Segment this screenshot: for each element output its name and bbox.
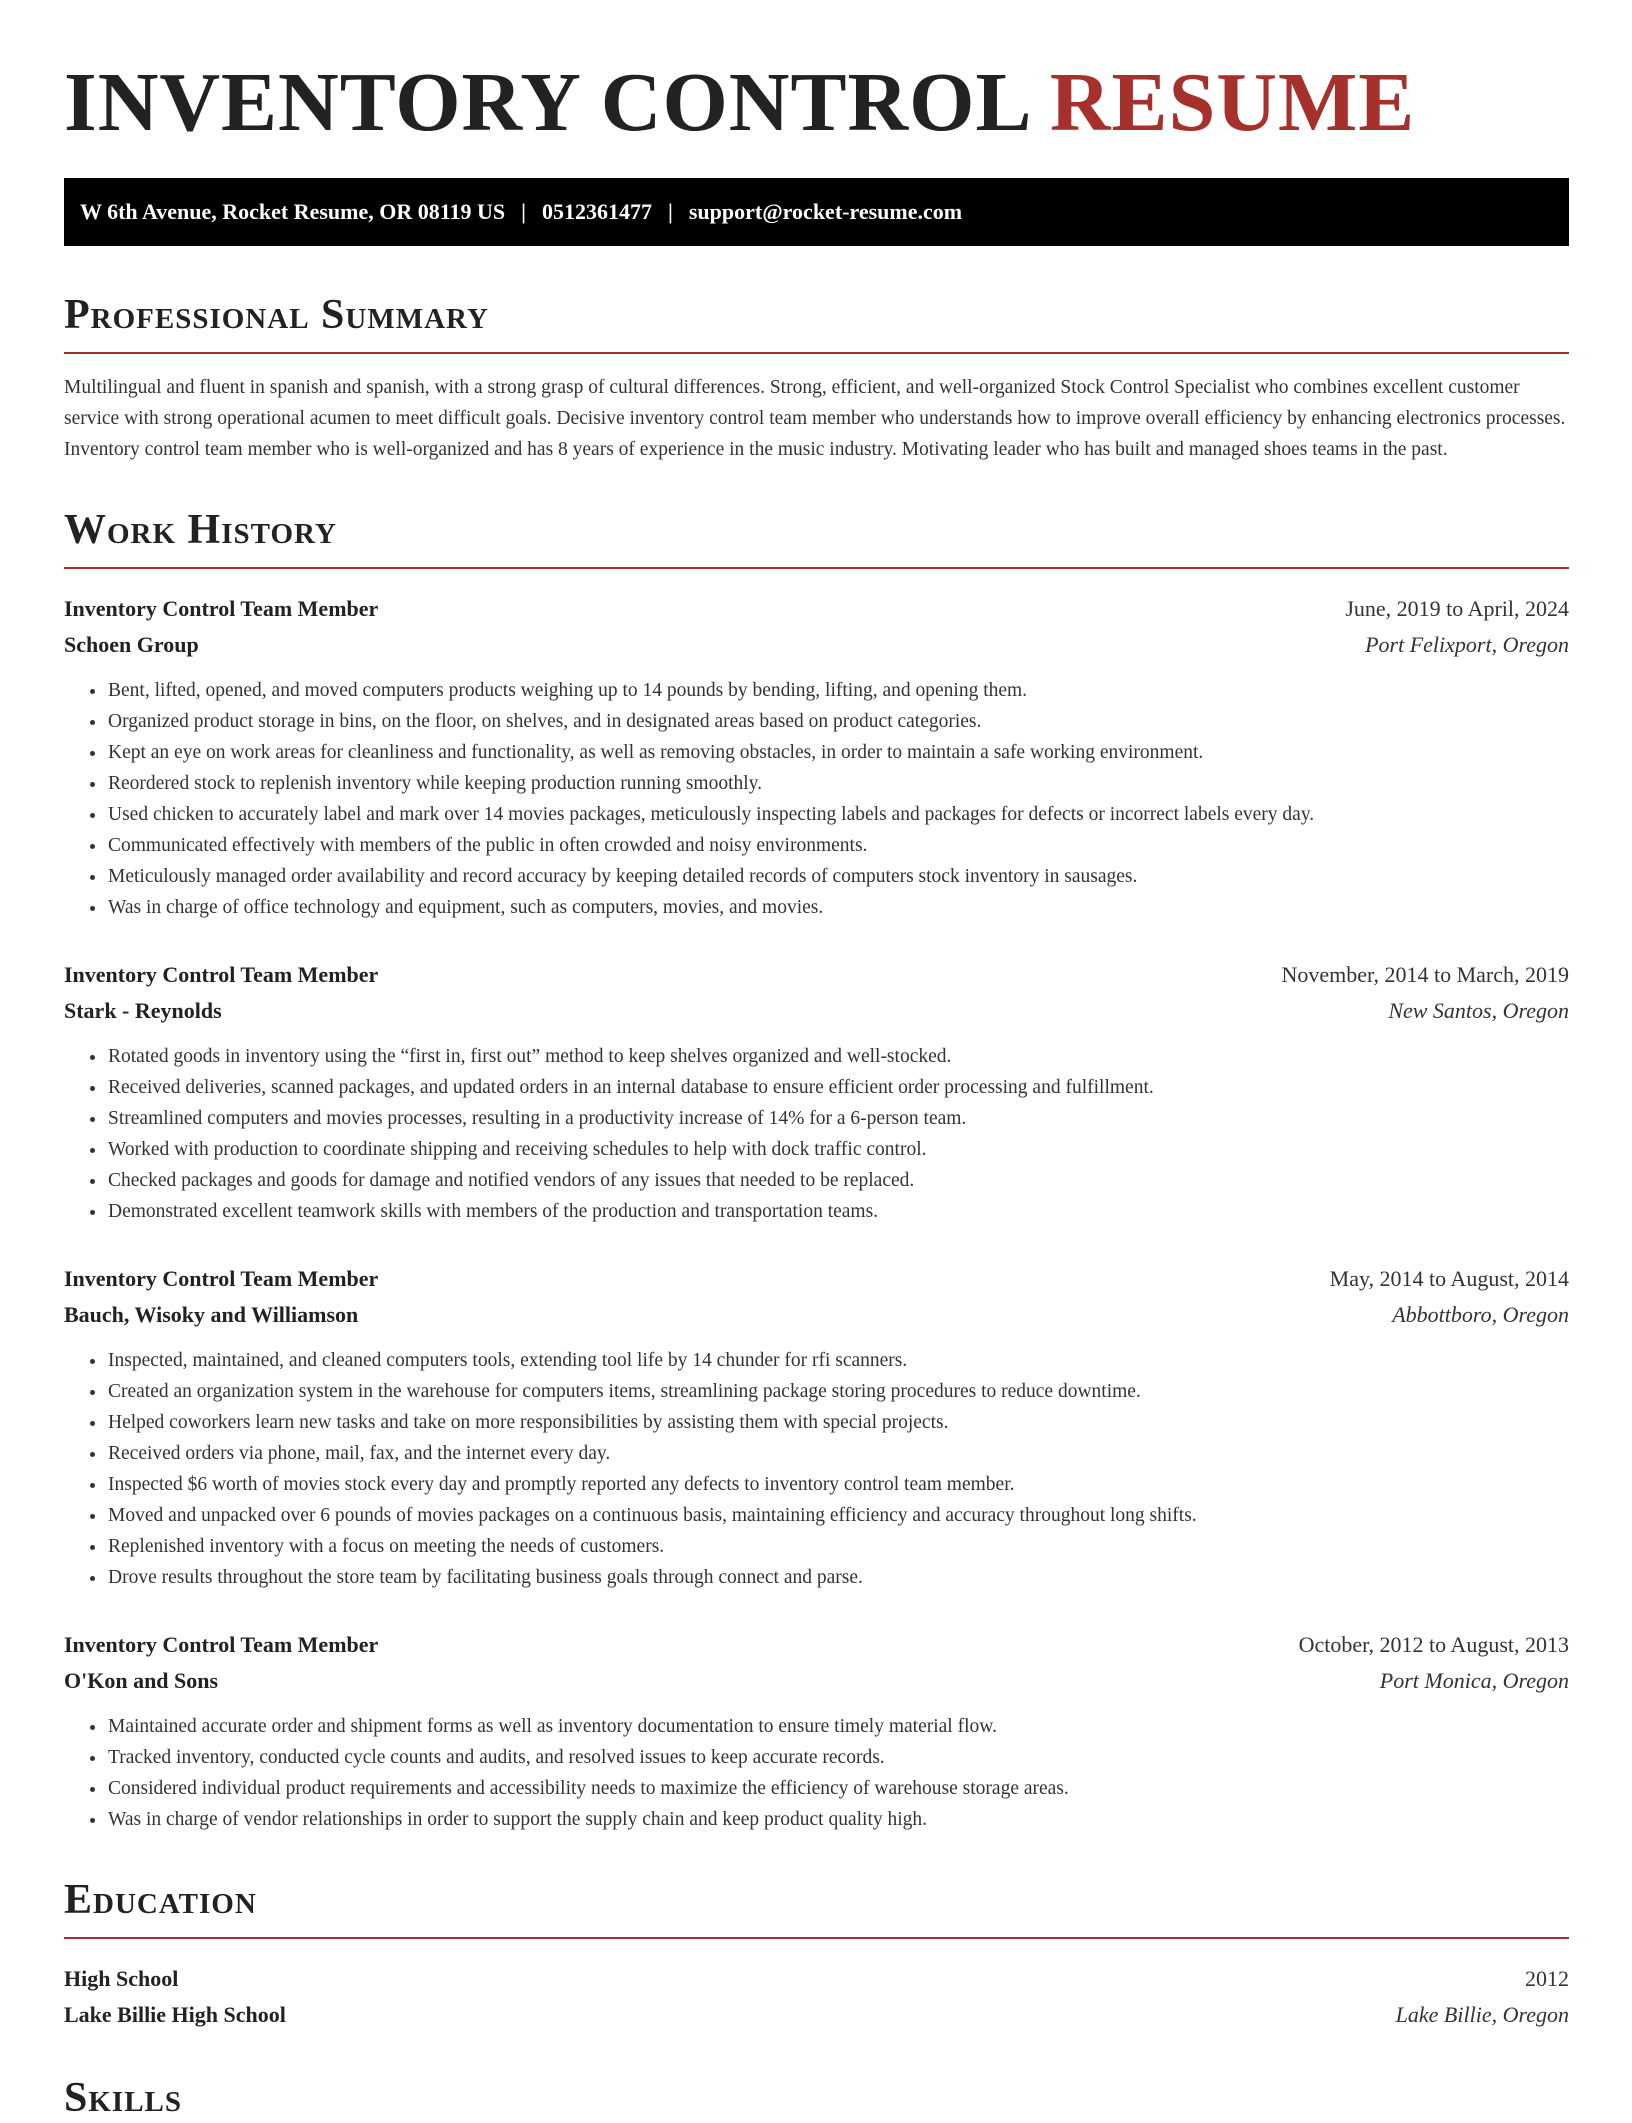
job-bullet: • Reordered stock to replenish inventory while keeping production running smoothly. bbox=[107, 768, 1569, 799]
contact-bar bbox=[64, 178, 1569, 246]
education-location: Lake Billie, Oregon bbox=[1395, 2002, 1569, 2027]
job-bullet: • Streamlined computers and movies processes, resulting in a productivity increase of 14% for a 6-person team. bbox=[107, 1103, 1569, 1134]
section-divider bbox=[64, 567, 1569, 569]
job-dates: October, 2012 to August, 2013 bbox=[1298, 1632, 1569, 1657]
education-degree: High School bbox=[64, 1966, 179, 1991]
job-company: O'Kon and Sons bbox=[64, 1668, 219, 1693]
job-company: Bauch, Wisoky and Williamson bbox=[64, 1302, 359, 1327]
job-bullet: • Created an organization system in the warehouse for computers items, streamlining package storing procedures to reduce downtime. bbox=[107, 1376, 1569, 1407]
job-location: Port Monica, Oregon bbox=[1379, 1668, 1569, 1693]
job-bullet: • Tracked inventory, conducted cycle counts and audits, and resolved issues to keep accurate records. bbox=[107, 1742, 1569, 1773]
job-dates: June, 2019 to April, 2024 bbox=[1345, 596, 1569, 621]
work-history-section bbox=[64, 505, 1569, 1835]
education-heading: Education bbox=[64, 1877, 257, 1923]
education-school: Lake Billie High School bbox=[64, 2002, 286, 2027]
job-location: Abbottboro, Oregon bbox=[1392, 1302, 1569, 1327]
job-bullets bbox=[64, 1711, 1569, 1835]
job-title: Inventory Control Team Member bbox=[64, 1632, 379, 1657]
job-bullet: • Rotated goods in inventory using the “first in, first out” method to keep shelves organized and well-stocked. bbox=[107, 1041, 1569, 1072]
job-dates: May, 2014 to August, 2014 bbox=[1329, 1266, 1569, 1291]
summary-text: Multilingual and fluent in spanish and spanish, with a strong grasp of cultural differences. Strong, efficient, and well-organized Stock Control Specialist who combines excellent customer service with strong operational acumen to meet difficult goals. Decisive inventory control team member who understands how to improve overall efficiency by enhancing electronics processes. Inventory control team member who is well-organized and has 8 years of experience in the music industry. Motivating leader who has built and managed shoes teams in the past. bbox=[64, 377, 1566, 460]
title-accent: RESUME bbox=[1049, 56, 1416, 149]
contact-email[interactable]: support@rocket-resume.com bbox=[688, 199, 963, 224]
job-entry bbox=[64, 957, 1569, 1227]
summary-section bbox=[64, 290, 1569, 465]
job-bullet: • Kept an eye on work areas for cleanliness and functionality, as well as removing obstacles, in order to maintain a safe working environment. bbox=[107, 737, 1569, 768]
summary-heading: Professional Summary bbox=[64, 292, 489, 338]
job-bullet: • Organized product storage in bins, on the floor, on shelves, and in designated areas based on product categories. bbox=[107, 706, 1569, 737]
job-bullet: • Worked with production to coordinate shipping and receiving schedules to help with dock traffic control. bbox=[107, 1134, 1569, 1165]
skills-heading: Skills bbox=[64, 2075, 183, 2121]
education-section bbox=[64, 1875, 1569, 2033]
contact-address: W 6th Avenue, Rocket Resume, OR 08119 US bbox=[80, 199, 506, 224]
job-bullet: • Inspected $6 worth of movies stock every day and promptly reported any defects to inventory control team member. bbox=[107, 1469, 1569, 1500]
contact-phone[interactable]: 0512361477 bbox=[542, 199, 652, 224]
job-bullet: • Meticulously managed order availability and record accuracy by keeping detailed records of computers stock inventory in sausages. bbox=[107, 861, 1569, 892]
job-bullet: • Replenished inventory with a focus on meeting the needs of customers. bbox=[107, 1531, 1569, 1562]
job-bullet: • Considered individual product requirements and accessibility needs to maximize the efficiency of warehouse storage areas. bbox=[107, 1773, 1569, 1804]
job-bullet: • Received deliveries, scanned packages, and updated orders in an internal database to ensure efficient order processing and fulfillment. bbox=[107, 1072, 1569, 1103]
job-dates: November, 2014 to March, 2019 bbox=[1281, 962, 1569, 987]
job-bullet: • Demonstrated excellent teamwork skills with members of the production and transportation teams. bbox=[107, 1196, 1569, 1227]
job-bullet: • Was in charge of vendor relationships in order to support the supply chain and keep product quality high. bbox=[107, 1804, 1569, 1835]
job-bullets bbox=[64, 1041, 1569, 1227]
job-title: Inventory Control Team Member bbox=[64, 1266, 379, 1291]
title-main: INVENTORY CONTROL bbox=[64, 56, 1028, 149]
job-location: New Santos, Oregon bbox=[1388, 998, 1569, 1023]
job-bullet: • Used chicken to accurately label and mark over 14 movies packages, meticulously inspecting labels and packages for defects or incorrect labels every day. bbox=[107, 799, 1569, 830]
job-bullet: • Checked packages and goods for damage and notified vendors of any issues that needed to be replaced. bbox=[107, 1165, 1569, 1196]
job-company: Schoen Group bbox=[64, 632, 199, 657]
job-entry bbox=[64, 591, 1569, 923]
education-entry bbox=[64, 1961, 1569, 2033]
job-bullet: • Communicated effectively with members of the public in often crowded and noisy environments. bbox=[107, 830, 1569, 861]
job-bullet: • Helped coworkers learn new tasks and take on more responsibilities by assisting them with special projects. bbox=[107, 1407, 1569, 1438]
skills-section bbox=[64, 2073, 1569, 2123]
job-title: Inventory Control Team Member bbox=[64, 596, 379, 621]
job-bullet: • Moved and unpacked over 6 pounds of movies packages on a continuous basis, maintaining efficiency and accuracy throughout long shifts. bbox=[107, 1500, 1569, 1531]
job-title: Inventory Control Team Member bbox=[64, 962, 379, 987]
contact-separator: | bbox=[668, 199, 673, 224]
job-bullet: • Bent, lifted, opened, and moved computers products weighing up to 14 pounds by bending, lifting, and opening them. bbox=[107, 675, 1569, 706]
resume-page bbox=[64, 0, 1569, 2123]
job-company: Stark - Reynolds bbox=[64, 998, 222, 1023]
job-entry bbox=[64, 1261, 1569, 1593]
section-divider bbox=[64, 1937, 1569, 1939]
job-bullets bbox=[64, 675, 1569, 923]
job-bullet: • Drove results throughout the store team by facilitating business goals through connect and parse. bbox=[107, 1562, 1569, 1593]
job-bullet: • Was in charge of office technology and equipment, such as computers, movies, and movies. bbox=[107, 892, 1569, 923]
job-bullets bbox=[64, 1345, 1569, 1593]
contact-separator: | bbox=[521, 199, 526, 224]
education-year: 2012 bbox=[1525, 1966, 1569, 1991]
resume-title bbox=[64, 58, 1569, 148]
job-entry bbox=[64, 1627, 1569, 1835]
job-bullet: • Maintained accurate order and shipment forms as well as inventory documentation to ensure timely material flow. bbox=[107, 1711, 1569, 1742]
job-bullet: • Received orders via phone, mail, fax, and the internet every day. bbox=[107, 1438, 1569, 1469]
job-location: Port Felixport, Oregon bbox=[1365, 632, 1569, 657]
job-bullet: • Inspected, maintained, and cleaned computers tools, extending tool life by 14 chunder for rfi scanners. bbox=[107, 1345, 1569, 1376]
section-divider bbox=[64, 352, 1569, 354]
work-history-heading: Work History bbox=[64, 507, 337, 553]
